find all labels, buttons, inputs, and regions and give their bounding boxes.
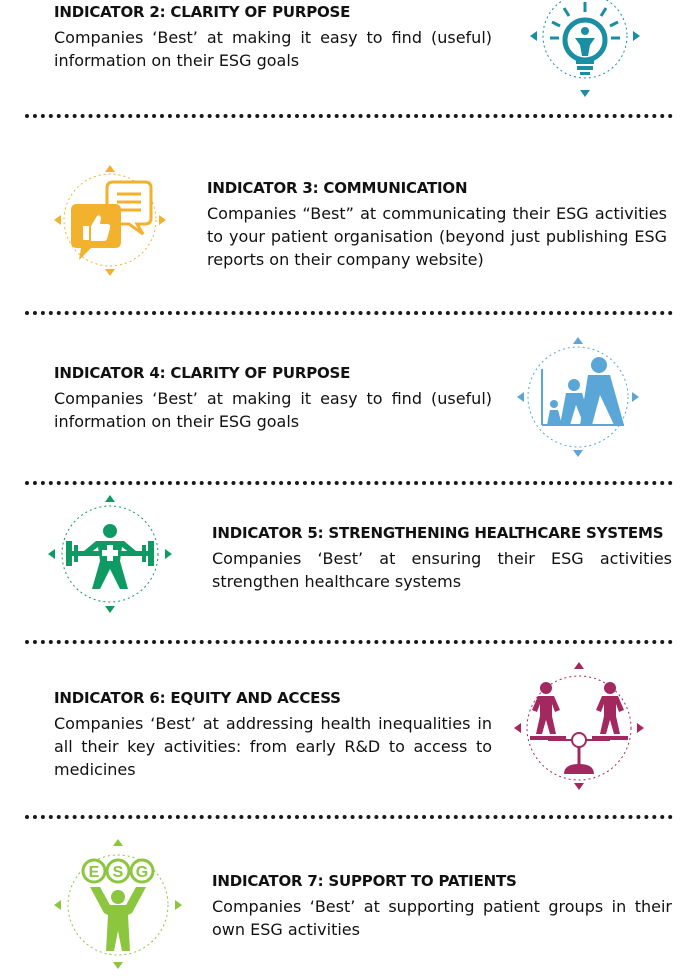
speech-bubbles-thumbs-up-icon	[45, 160, 175, 280]
indicator-3-section	[0, 118, 700, 308]
balance-scale-people-icon	[510, 658, 648, 794]
indicator-5-section	[0, 485, 700, 635]
indicator-7-section	[0, 819, 700, 980]
indicator-2-section	[0, 0, 700, 110]
indicator-6-section	[0, 644, 700, 814]
indicator-4-section	[0, 315, 700, 480]
indicator-description: Companies “Best” at communicating their ESG activities to your patient organisation (beyond just publishing ESG reports on their company website)	[207, 204, 667, 269]
indicator-heading: INDICATOR 2: CLARITY OF PURPOSE	[54, 3, 351, 21]
indicator-description: Companies ‘Best’ at supporting patient groups in their own ESG activities	[212, 897, 672, 939]
esg-letter-e: E	[88, 864, 100, 881]
lightbulb-person-icon	[520, 0, 650, 100]
indicator-heading: INDICATOR 4: CLARITY OF PURPOSE	[54, 364, 351, 382]
esg-person-icon	[50, 835, 186, 973]
indicator-description: Companies ‘Best’ at making it easy to find (useful) information on their ESG goals	[54, 28, 492, 70]
weightlifter-cross-icon	[44, 491, 176, 617]
indicator-description: Companies ‘Best’ at ensuring their ESG activities strengthen healthcare systems	[212, 549, 672, 591]
esg-letter-g: G	[135, 864, 149, 881]
indicator-description: Companies ‘Best’ at making it easy to find (useful) information on their ESG goals	[54, 389, 492, 431]
indicator-description: Companies ‘Best’ at addressing health inequalities in all their key activities: from early R&D to access to medicines	[54, 714, 492, 779]
growing-people-chart-icon	[512, 333, 644, 461]
indicator-heading: INDICATOR 5: STRENGTHENING HEALTHCARE SYSTEMS	[212, 524, 664, 542]
indicator-heading: INDICATOR 7: SUPPORT TO PATIENTS	[212, 872, 517, 890]
esg-letter-s: S	[112, 864, 124, 881]
indicator-heading: INDICATOR 3: COMMUNICATION	[207, 179, 468, 197]
indicator-heading: INDICATOR 6: EQUITY AND ACCESS	[54, 689, 341, 707]
